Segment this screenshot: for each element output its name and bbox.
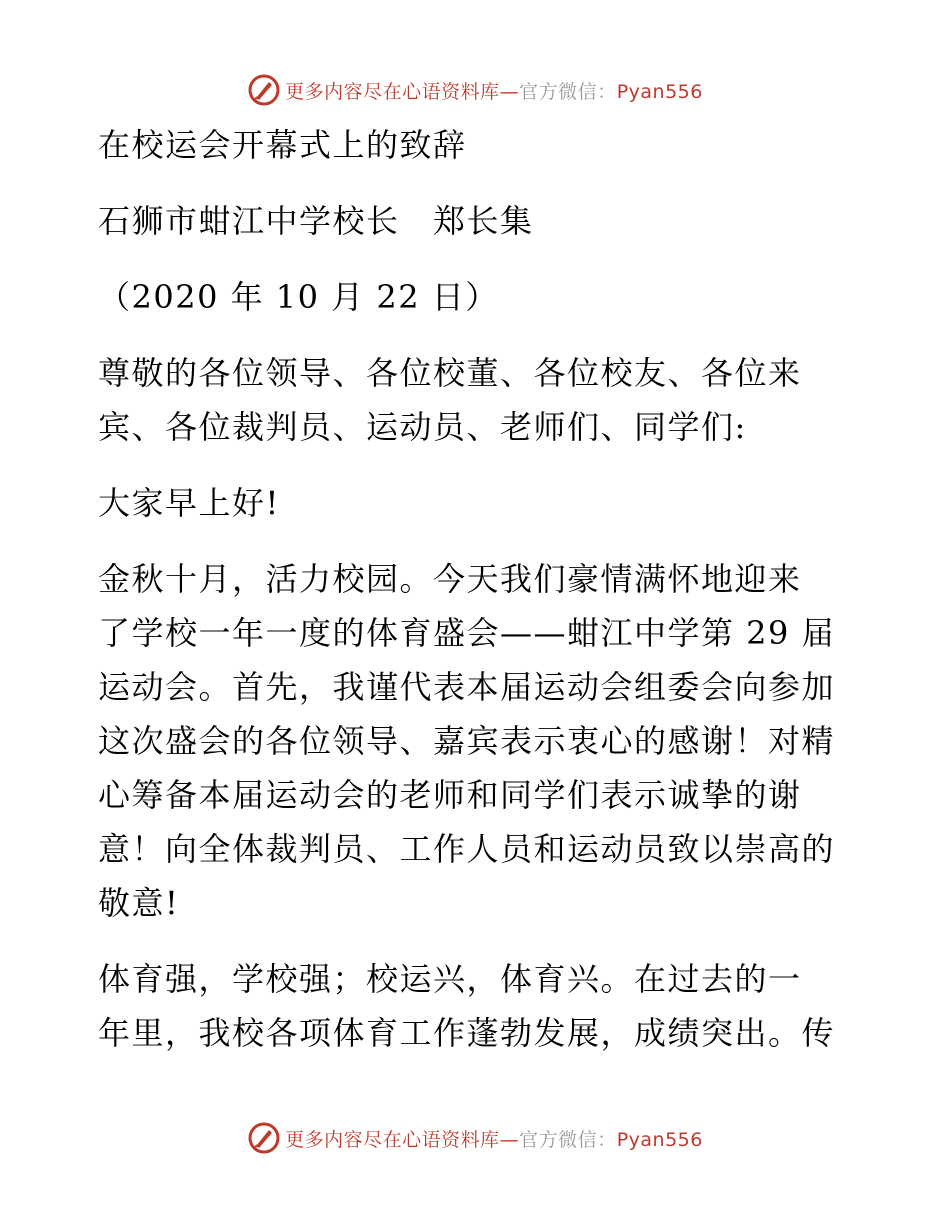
paragraph-line: 敬意!: [98, 884, 180, 922]
document-author: 石狮市蚶江中学校长 郑长集: [98, 202, 534, 240]
salutation-paragraph: [98, 346, 858, 454]
banner-brand: 更多内容尽在心语资料库: [285, 1128, 500, 1151]
quill-logo-icon: [247, 73, 281, 107]
paragraph-line: 运动会。首先，我谨代表本届运动会组委会向参加: [98, 668, 836, 706]
banner-dash: —: [499, 80, 520, 103]
paragraph-line: 心筹备本届运动会的老师和同学们表示诚挚的谢: [98, 776, 802, 814]
paragraph-line: 意！向全体裁判员、工作人员和运动员致以崇高的: [98, 830, 836, 868]
paragraph-line: 年里，我校各项体育工作蓬勃发展，成绩突出。传: [98, 1014, 836, 1052]
banner-text: [285, 1125, 703, 1152]
banner-wechat-id: Pyan556: [616, 1128, 703, 1151]
body-paragraph-2: [98, 952, 858, 1060]
banner-label: 官方微信：: [519, 80, 617, 103]
banner-text: [285, 77, 703, 104]
footer-watermark-banner: [0, 1118, 950, 1158]
body-paragraph-1: [98, 552, 858, 930]
header-watermark-banner: [0, 70, 950, 110]
paragraph-line: 尊敬的各位领导、各位校董、各位校友、各位来: [98, 354, 802, 392]
banner-dash: —: [499, 1128, 520, 1151]
quill-logo-icon: [247, 1121, 281, 1155]
banner-brand: 更多内容尽在心语资料库: [285, 80, 500, 103]
document-date: （2020 年 10 月 22 日）: [98, 278, 499, 316]
paragraph-line: 这次盛会的各位领导、嘉宾表示衷心的感谢！对精: [98, 722, 836, 760]
greeting-line: 大家早上好!: [98, 484, 280, 522]
paragraph-line: 金秋十月，活力校园。今天我们豪情满怀地迎来: [98, 560, 802, 598]
banner-label: 官方微信：: [519, 1128, 617, 1151]
paragraph-line: 体育强，学校强；校运兴，体育兴。在过去的一: [98, 960, 802, 998]
paragraph-line: 了学校一年一度的体育盛会——蚶江中学第 29 届: [98, 614, 836, 652]
paragraph-line: 宾、各位裁判员、运动员、老师们、同学们:: [98, 408, 747, 446]
document-body: [98, 118, 858, 1060]
banner-wechat-id: Pyan556: [616, 80, 703, 103]
document-title: 在校运会开幕式上的致辞: [98, 126, 467, 164]
